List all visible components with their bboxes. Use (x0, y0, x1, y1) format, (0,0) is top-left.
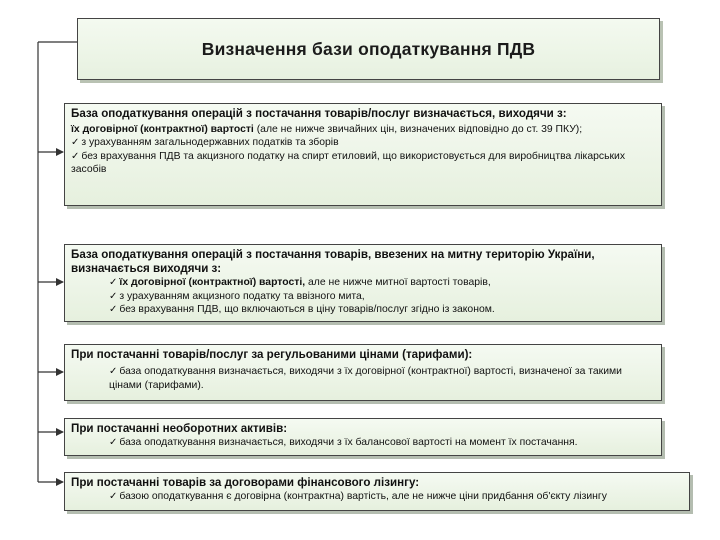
diagram-title: Визначення бази оподаткування ПДВ (201, 38, 536, 59)
check-icon: ✓ (109, 490, 118, 502)
box-financial-leasing (64, 472, 690, 511)
title-box (77, 18, 660, 80)
box-fixed-assets (64, 418, 662, 456)
box3-item: ✓ база оподаткування визначається, виходячи з їх договірної (контрактної) вартості, визначеної за такими цінами (тарифами). (109, 365, 622, 391)
box4-heading: При постачанні необоротних активів: (71, 422, 288, 435)
check-icon: ✓ (109, 276, 118, 288)
box-regulated-prices (64, 344, 662, 401)
box2-item: ✓ без врахування ПДВ, що включаються в ціну товарів/послуг згідно із законом. (109, 304, 495, 316)
check-icon: ✓ (109, 290, 118, 302)
check-icon: ✓ (71, 137, 80, 149)
box1-item: ✓ без врахування ПДВ та акцизного податку на спирт етиловий, що використовується для виробництва лікарських засобів (71, 150, 626, 176)
check-icon: ✓ (109, 365, 118, 377)
box2-heading: База оподаткування операцій з постачання товарів, ввезених на митну територію України, визначається виходячи з: (71, 248, 595, 275)
box5-item: ✓ базою оподаткування є договірна (контрактна) вартість, але не нижче ціни придбання об'єкту лізингу (109, 490, 607, 502)
box1-heading: База оподаткування операцій з постачання товарів/послуг визначається, виходячи з: (71, 107, 567, 120)
box2-item: ✓ їх договірної (контрактної) вартості, але не нижче митної вартості товарів, (109, 276, 491, 288)
check-icon: ✓ (109, 436, 118, 448)
box1-item: ✓ з урахуванням загальнодержавних податків та зборів (71, 137, 339, 149)
box3-heading: При постачанні товарів/послуг за регульованими цінами (тарифами): (71, 348, 473, 361)
check-icon: ✓ (71, 150, 80, 162)
box-imported-goods (64, 244, 662, 322)
box5-heading: При постачанні товарів за договорами фінансового лізингу: (71, 476, 420, 489)
check-icon: ✓ (109, 304, 118, 316)
box-goods-services (64, 103, 662, 206)
box4-item: ✓ база оподаткування визначається, виходячи з їх балансової вартості на момент їх постачання. (109, 436, 578, 448)
box1-line1: їх договірної (контрактної) вартості (але не нижче звичайних цін, визначених відповідно до ст. 39 ПКУ); (71, 123, 583, 135)
box2-item: ✓ з урахуванням акцизного податку та ввізного мита, (109, 290, 365, 302)
